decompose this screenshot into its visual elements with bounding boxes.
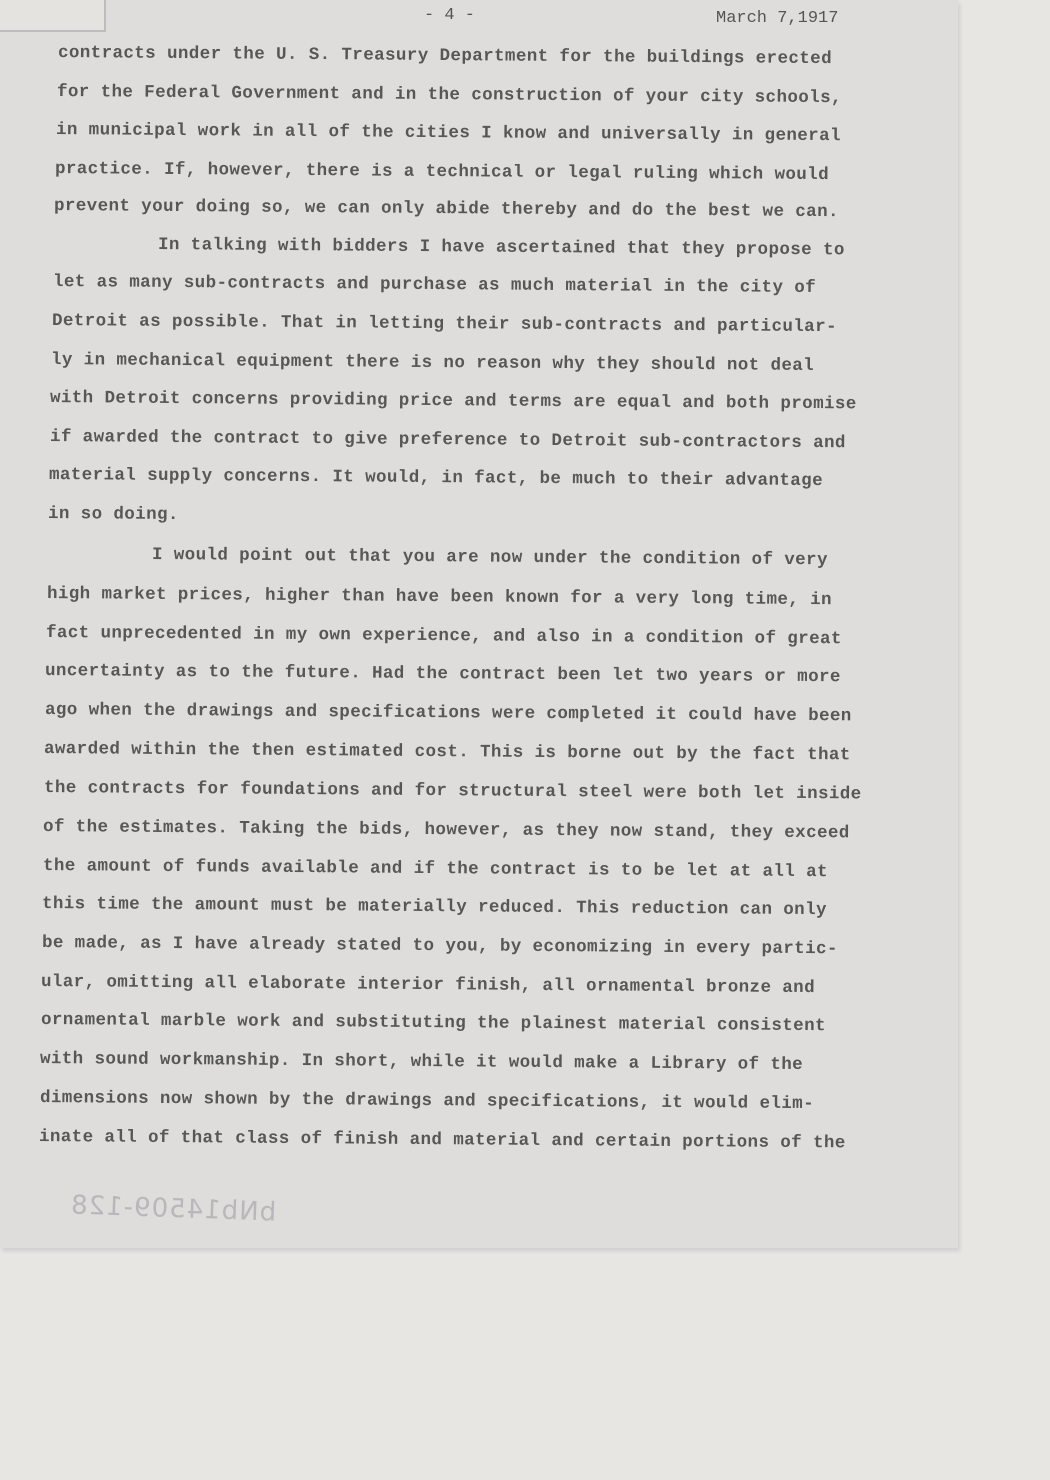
text-line: let as many sub-contracts and purchase as much material in the city of bbox=[52, 272, 817, 298]
text-line: ago when the drawings and specifications were completed it could have been bbox=[44, 700, 852, 727]
text-line: ly in mechanical equipment there is no reason why they should not deal bbox=[50, 350, 815, 376]
text-line: awarded within the then estimated cost. This is borne out by the fact that bbox=[43, 739, 851, 766]
text-line: ular, omitting all elaborate interior finish, all ornamental bronze and bbox=[40, 972, 816, 999]
text-line: inate all of that class of finish and material and certain portions of the bbox=[38, 1127, 846, 1154]
text-line: prevent your doing so, we can only abide thereby and do the best we can. bbox=[53, 196, 839, 223]
text-line: with sound workmanship. In short, while it would make a Library of the bbox=[39, 1049, 804, 1075]
text-line: ornamental marble work and substituting the plainest material consistent bbox=[40, 1010, 826, 1037]
page-number: - 4 - bbox=[424, 6, 476, 25]
text-line: if awarded the contract to give preference to Detroit sub-contractors and bbox=[49, 427, 846, 454]
letter-date: March 7,1917 bbox=[716, 9, 839, 28]
text-line: Detroit as possible. That in letting their sub-contracts and particular- bbox=[51, 311, 837, 338]
text-line: high market prices, higher than have been known for a very long time, in bbox=[46, 584, 832, 611]
text-line: for the Federal Government and in the construction of your city schools, bbox=[56, 82, 842, 109]
text-line: of the estimates. Taking the bids, however, as they now stand, they exceed bbox=[42, 817, 850, 844]
text-line: the amount of funds available and if the contract is to be let at all at bbox=[42, 856, 828, 883]
text-line: dimensions now shown by the drawings and specifications, it would elim- bbox=[39, 1088, 815, 1115]
text-line: material supply concerns. It would, in fact, be much to their advantage bbox=[48, 465, 824, 492]
text-line: with Detroit concerns providing price and terms are equal and both promise bbox=[49, 388, 857, 415]
text-line: practice. If, however, there is a technical or legal ruling which would bbox=[54, 159, 830, 186]
text-line: I would point out that you are now under the condition of very bbox=[151, 545, 828, 571]
text-line: this time the amount must be materially reduced. This reduction can only bbox=[41, 894, 827, 921]
text-line: be made, as I have already stated to you, by economizing in every partic- bbox=[41, 933, 838, 960]
text-line: in municipal work in all of the cities I know and universally in general bbox=[55, 120, 841, 147]
text-line: uncertainty as to the future. Had the contract been let two years or more bbox=[44, 661, 841, 688]
text-line: the contracts for foundations and for structural steel were both let inside bbox=[43, 778, 862, 805]
text-line: fact unprecedented in my own experience, and also in a condition of great bbox=[45, 623, 842, 650]
text-line: contracts under the U. S. Treasury Department for the buildings erected bbox=[57, 43, 833, 70]
text-line: in so doing. bbox=[47, 504, 179, 526]
text-line: In talking with bidders I have ascertained that they propose to bbox=[157, 235, 845, 261]
manuscript-number: bNb14509-128 bbox=[69, 1190, 277, 1228]
